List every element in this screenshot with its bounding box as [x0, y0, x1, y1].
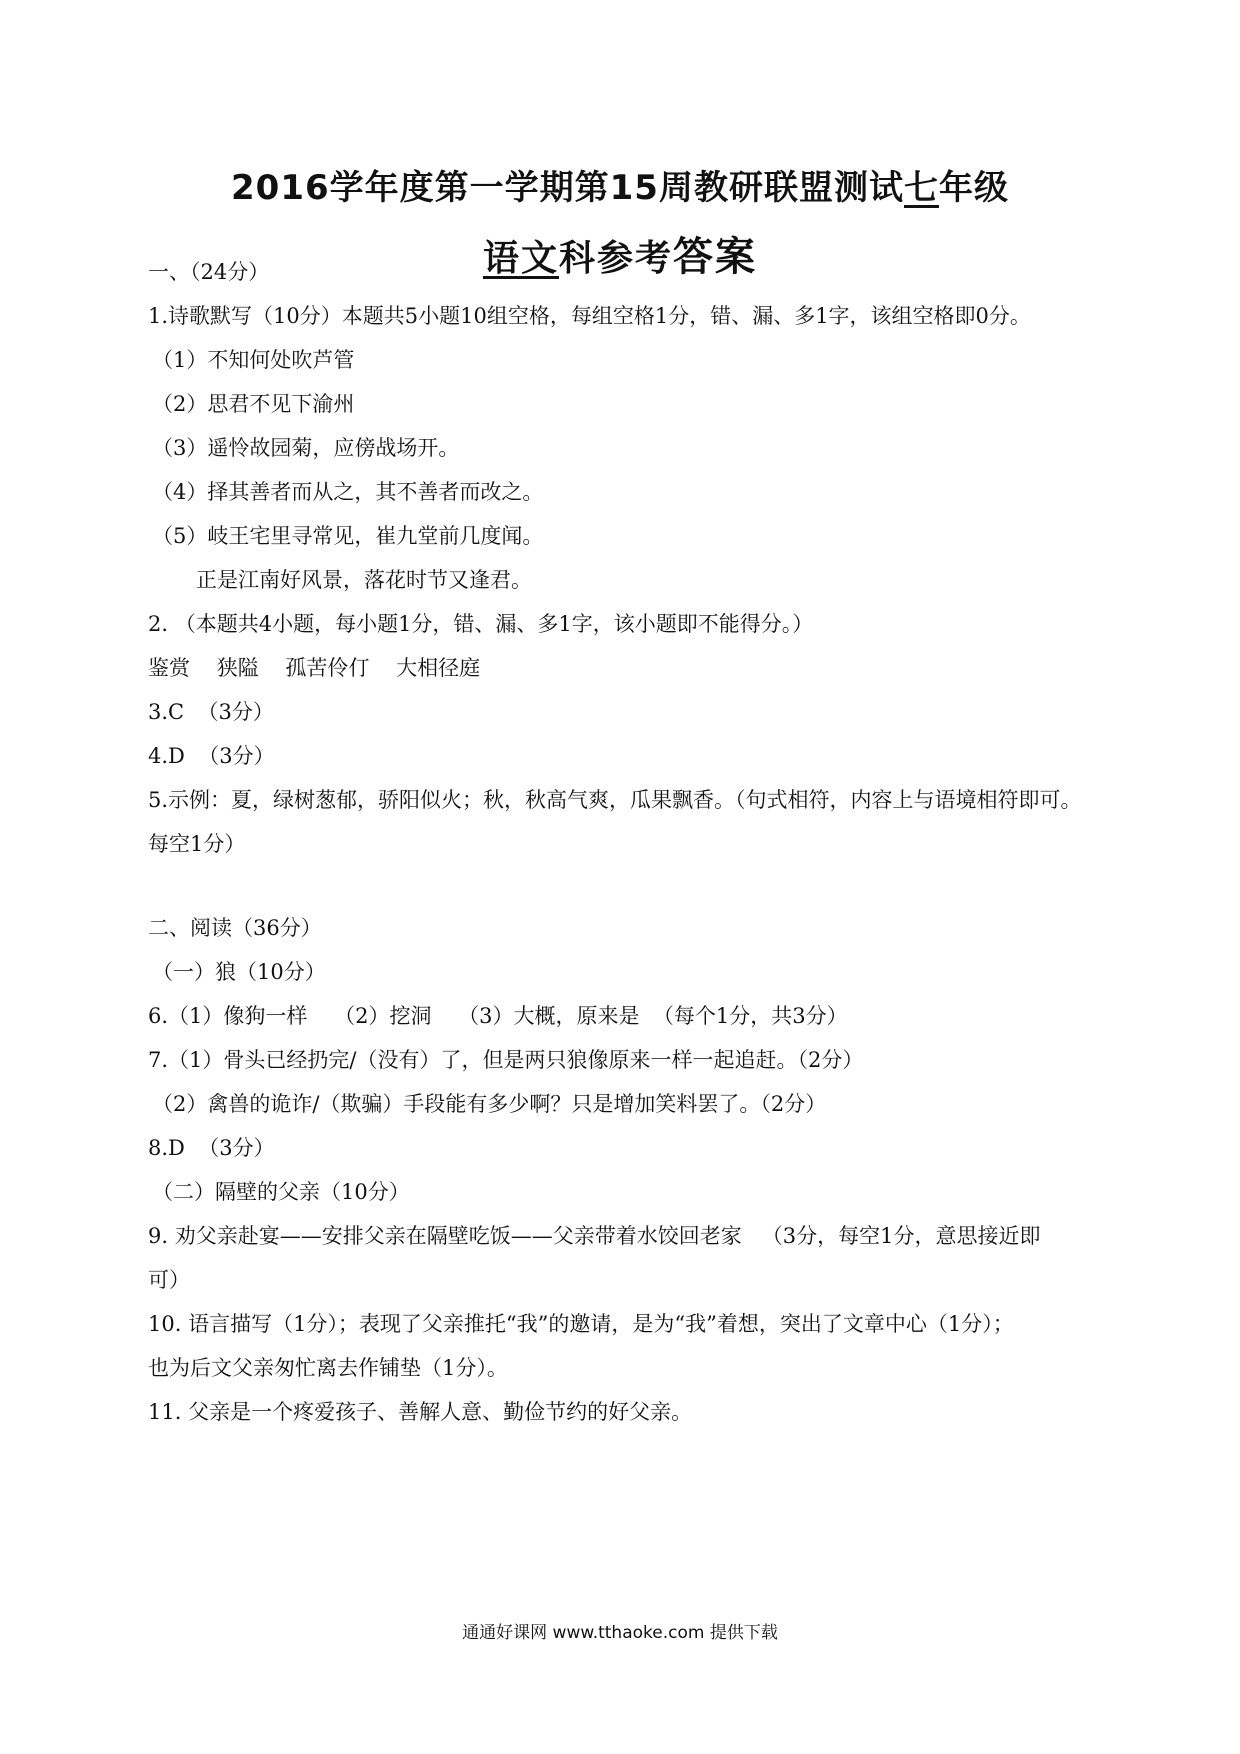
- question-1: 1.诗歌默写（10分）本题共5小题10组空格，每组空格1分，错、漏、多1字，该组空格即0分。: [148, 304, 1031, 328]
- section-heading-1: 一、（24分）: [148, 260, 270, 284]
- document-title-line1: [0, 160, 1240, 209]
- answer-7-2: （2）禽兽的诡诈/（欺骗）手段能有多少啊？只是增加笑料罢了。（2分）: [152, 1092, 827, 1116]
- answer-3: 3.C （3分）: [148, 700, 274, 724]
- answer-1-3: （3）遥怜故园菊，应傍战场开。: [152, 436, 460, 460]
- title-subject: 语文: [482, 238, 559, 279]
- answer-10-cont: 也为后文父亲匆忙离去作铺垫（1分）。: [148, 1356, 508, 1380]
- footer-credit: 通通好课网 www.tthaoke.com 提供下载: [462, 1623, 778, 1643]
- subsection-heading-2: （二）隔壁的父亲（10分）: [152, 1180, 410, 1204]
- answer-6: 6.（1）像狗一样 （2）挖洞 （3）大概，原来是 （每个1分，共3分）: [148, 1004, 848, 1028]
- title-text-end: 年级: [938, 168, 1009, 208]
- section-heading-2: 二、阅读（36分）: [148, 916, 322, 940]
- answer-10: 10. 语言描写（1分）；表现了父亲推托“我”的邀请，是为“我”着想，突出了文章中心（1分）；: [148, 1312, 1014, 1336]
- answer-7-1: 7.（1）骨头已经扔完/（没有）了，但是两只狼像原来一样一起追赶。（2分）: [148, 1048, 864, 1072]
- title-text: 2016学年度第一学期第15周教研联盟测试: [231, 168, 904, 208]
- title-mid: 科参考: [559, 238, 674, 279]
- answer-5-cont: 每空1分）: [148, 832, 246, 856]
- answer-1-4: （4）择其善者而从之，其不善者而改之。: [152, 480, 544, 504]
- title-grade: 七: [903, 168, 939, 208]
- answer-1-5: （5）岐王宅里寻常见，崔九堂前几度闻。: [152, 524, 544, 548]
- answer-1-1: （1）不知何处吹芦管: [152, 348, 355, 372]
- answer-5: 5.示例：夏，绿树葱郁，骄阳似火；秋，秋高气爽，瓜果飘香。（句式相符，内容上与语境相符即可。: [148, 788, 1082, 812]
- answer-4: 4.D （3分）: [148, 744, 275, 768]
- answer-9-cont: 可）: [148, 1268, 190, 1292]
- answer-11: 11. 父亲是一个疼爱孩子、善解人意、勤俭节约的好父亲。: [148, 1400, 693, 1424]
- answer-8: 8.D （3分）: [148, 1136, 275, 1160]
- title-answer: 答案: [673, 234, 758, 280]
- question-2: 2. （本题共4小题，每小题1分，错、漏、多1字，该小题即不能得分。）: [148, 612, 814, 636]
- subsection-heading-1: （一）狼（10分）: [152, 960, 326, 984]
- answer-9: 9. 劝父亲赴宴——安排父亲在隔壁吃饭——父亲带着水饺回老家 （3分，每空1分，意思接近即: [148, 1224, 1041, 1248]
- answer-1-5-cont: 正是江南好风景，落花时节又逢君。: [196, 568, 532, 592]
- answer-1-2: （2）思君不见下渝州: [152, 392, 355, 416]
- answer-2: 鉴赏 狭隘 孤苦伶仃 大相径庭: [148, 656, 481, 680]
